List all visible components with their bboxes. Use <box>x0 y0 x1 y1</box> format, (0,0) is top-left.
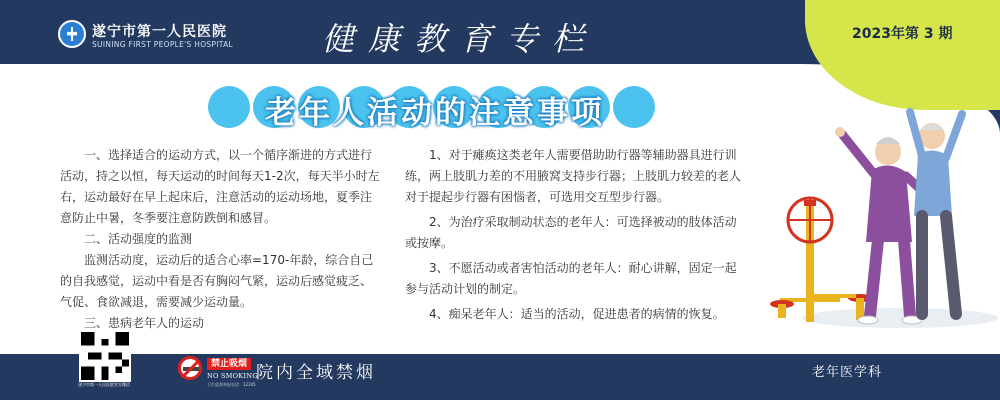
no-smoking-icon <box>178 356 202 380</box>
paragraph: 2、为治疗采取制动状态的老年人：可选择被动的肢体活动或按摩。 <box>405 215 737 250</box>
elderly-exercise-illustration <box>760 100 1000 350</box>
issue-number: 2023年第 3 期 <box>852 26 953 42</box>
exercise-equipment-icon <box>770 198 872 322</box>
qr-caption: 遂宁市第一人民医院官方微信 <box>78 382 130 387</box>
qr-code-icon <box>79 330 131 382</box>
paragraph: 1、对于瘫痪这类老年人需要借助助行器等辅助器具进行训练，两上肢肌力差的不用腋窝支持步行器；上肢肌力较差的老人对于提起步行器有困惱者，可选用交互型步行器。 <box>405 148 742 204</box>
smoke-free-notice: 院内全域禁烟 <box>256 363 376 383</box>
hospital-logo-icon <box>58 20 86 48</box>
elderly-man-figure <box>910 112 962 314</box>
paragraph: 4、痴呆老年人：适当的活动，促进患者的病情的恢复。 <box>429 307 725 321</box>
column-title: 健康教育专栏 <box>322 20 599 58</box>
hospital-name: 遂宁市第一人民医院 <box>92 24 227 40</box>
paragraph: 3、不愿活动或者害怕活动的老年人：耐心讲解，固定一起参与活动计划的制定。 <box>405 261 737 296</box>
hospital-name-english: SUINING FIRST PEOPLE'S HOSPITAL <box>92 40 234 49</box>
paragraph: 监测活动度，运动后的适合心率=170-年龄，综合自己的自我感觉，运动中看是否有胸闷气紧，运动后感觉疲乏、气促、食欲减退，需要减少运动量。 <box>60 253 374 309</box>
no-smoking-english: NO SMOKING <box>207 372 258 380</box>
left-text-column <box>60 145 382 334</box>
page-title: 老年人活动的注意事项 <box>265 95 605 131</box>
department-name: 老年医学科 <box>812 365 883 380</box>
no-smoking-hotline: 卫生监督举报电话：12345 <box>207 382 256 387</box>
right-text-column <box>405 145 745 329</box>
paragraph: 三、患病老年人的运动 <box>84 316 205 330</box>
paragraph: 二、活动强度的监测 <box>84 232 193 246</box>
no-smoking-label: 禁止吸烟 <box>207 358 251 370</box>
paragraph: 一、选择适合的运动方式，以一个循序渐进的方式进行活动，持之以恒，每天运动的时间每天1-2次，每天半小时左右，运动最好在早上起床后，注意活动的运动场地，夏季注意防止中暑，冬季要注意防跌倒和感冒。 <box>60 148 380 225</box>
title-banner <box>200 84 670 130</box>
